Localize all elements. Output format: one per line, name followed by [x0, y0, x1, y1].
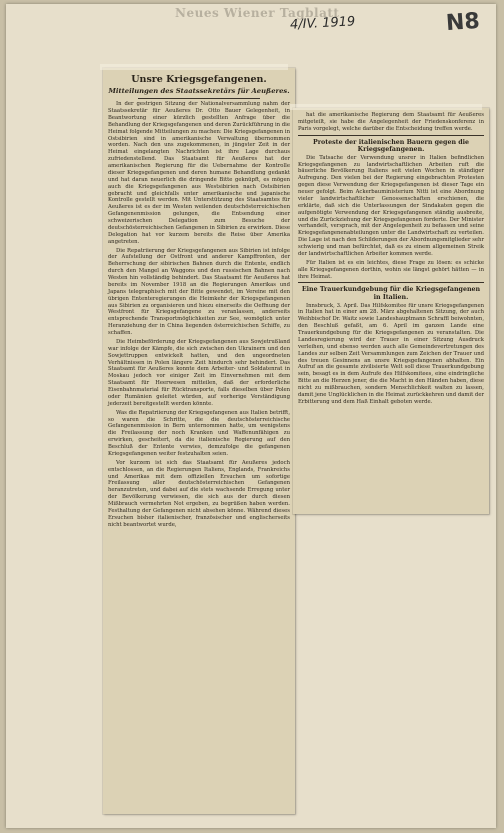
section-heading-mourning: Eine Trauerkundgebung für die Kriegsgefangenen in Italien.: [301, 286, 481, 302]
article-paragraph: Vor kurzem ist sich das Staatsamt für Aeußeres jedoch entschlossen, an die Regierungen Italiens, Englands, Frankreichs und Amerikas mit dem offiziellen Ersuchen um sofortige Freilassung aller deutschösterreichischen Gefangenen heranzutreten, und dabei auf die stets wachsende Erregung unter der Bevölkerung verwiesen, die sich aus der durch diesen Mißbrauch vermehrten Not ergeben, zu begrüßen haben werden. Festhaltung der Gefangenen nicht absehen könne. Während dieses Ersuchen bisher italienischer, französischer und englischerseits nicht beantwortet wurde,: [108, 459, 290, 528]
article-title: Unsre Kriegsgefangenen.: [131, 74, 267, 85]
masthead-faint: Neues Wiener Tagblatt: [175, 6, 340, 20]
clipping-left-column: [103, 68, 295, 814]
article-paragraph-continued: hat die amerikanische Regierung dem Staatsamt für Aeußeres mitgeteilt, sie habe die Angelegenheit der Friedenskonferenz in Paris vorgelegt, welche darüber die Entscheidung treffen werde.: [298, 112, 484, 132]
article-subtitle: Mitteilungen des Staatssekretärs für Aeußeres.: [108, 87, 290, 96]
section-heading-protests: Proteste der italienischen Bauern gegen die Kriegsgefangenen.: [312, 138, 470, 154]
handwritten-date: 4/IV. 1919: [289, 14, 356, 33]
clipping-right-column: [293, 108, 489, 514]
article-paragraph: Die Repatriierung der Kriegsgefangenen aus Sibirien ist infolge der Aufstellung der Ostfront und anderer Kampffronten, der Beherrschung der sibirischen Bahnen durch die Entente, endlich durch den Mangel an Waggons und den russischen Bahnen nach Westen hin vollständig behindert. Das Staatsamt für Aeußeres hat bereits im November 1918 an die Regierungen Amerikas und Japans telegraphisch mit der Bitte gewendet, im Vereine mit den übrigen Ententeregierungen die Heimkehr der Kriegsgefangenen aus Sibirien zu organisieren und hiezu einerseits die Oeffnung der Westfront für Kriegsgefangene zu veranlassen, anderseits entsprechende Transportmöglichkeiten zur See, womöglich unter Heranziehung der in China liegenden österreichischen Schiffe, zu schaffen.: [108, 247, 290, 337]
article-paragraph: Für Italien ist es ein leichtes, diese Frage zu lösen: es schicke alle Kriegsgefangenen dorthin, wohin sie längst gehört hätten — in ihre Heimat.: [298, 259, 484, 280]
title-rule: [138, 98, 260, 99]
section-rule: [298, 135, 484, 136]
article-paragraph: Was die Repatriierung der Kriegsgefangenen aus Italien betrifft, so waren die Schritte, die die deutschösterreichische Gefangenenmission in Bern unternommen hatte, um wenigstens die Freilassung der noch Kranken und Waffenunfähigen zu erwirken, gescheitert, da die italienische Regierung auf den Beschluß der Entente verwies, demzufolge die gefangenen Kriegsgefangenen weiter festzuhalten seien.: [108, 409, 290, 457]
section-rule: [298, 282, 484, 283]
article-paragraph: Die Heimbeförderung der Kriegsgefangenen aus Sowjetrußland war infolge der Kämpfe, die sich zwischen den Ukrainern und den Sowjettruppen entwickelt hatten, und den ungeordneten Verhältnissen in Polen längere Zeit hindurch sehr behindert. Das Staatsamt für Aeußeres konnte dem Arbeiter- und Soldatenrat in Moskau jedoch vor einiger Zeit im Einvernehmen mit dem Staatsamt für Heerwesen mitteilen, daß der erforderliche Eisenbahnmaterial für Rücktransporte, falls dieselben über Polen oder Rumänien geleitet würden, auf vorherige Verständigung jederzeit bereitgestellt werden könnte.: [108, 338, 290, 407]
paste-mark-top: [100, 64, 288, 70]
article-paragraph: Innsbruck, 3. April. Das Hilfskomitee für unsre Kriegsgefangenen in Italien hat in einer am 28. März abgehaltenen Sitzung, der auch Weihbischof Dr. Waitz sowie Landeshauptmann Schraffl beiwohnten, den Beschluß gefaßt, am 6. April im ganzen Lande eine Trauerkundgebung für die Kriegsgefangenen zu veranstalten. Die Landesregierung wird der Trauer in einer Sitzung Ausdruck verleihen, und ebenso werden auch alle Gemeindevertretungen des Landes zur selben Zeit Versammlungen zum Zeichen der Trauer und des treuen Gesinnens an unsre Kriegsgefangenen abhalten. Ein Aufruf an die gesamte zivilisierte Welt soll diese Trauerkundgebung sein, besagt es in dem Aufrufe des Hilfskomitees, eine eindringliche Bitte an die Herzen jener, die die Macht in den Händen haben, diese nicht zu mißbrauchen, sondern Menschlichkeit walten zu lassen, damit jene Unglücklichen in die Heimat zurückkehren und damit der Erbitterung und dem Haß Einhalt geboten werde.: [298, 302, 484, 405]
article-paragraph: Die Tatsache der Verwendung unsrer in Italien befindlichen Kriegsgefangenen zu landwirtschaftlichen Arbeiten ruft die bäuerliche Bevölkerung Italiens seit vielen Wochen in ständiger Aufregung. Den vielen bei der Regierung eingebrachten Protesten gegen diese Verwendung der Kriegsgefangenen ist dieser Tage ein neuer gefolgt. Beim Ackerbauministerium Nitti ist eine Abordnung vieler landwirtschaftlicher Genossenschaften erschienen, die erklärte, daß sich die Unterlassungen der Sindakaten gegen die aufgenötigte Verwendung der Kriegsgefangenen ständig ausbreite, und die Zurückziehung der Kriegsgefangenen forderte. Der Minister verhandelt, versprach, mit der Angelegenheit zu befassen und seine Kriegsgefangenenabteilungen unter die Landwirtschaft zu verteilen. Die Lage ist nach den Schilderungen der Abordnungsmitglieder sehr schwierig und man befürchtet, daß es zu einem allgemeinen Streik der landwirtschaftlichen Arbeiter kommen werde.: [298, 154, 484, 257]
article-paragraph: In der gestrigen Sitzung der Nationalversammlung nahm der Staatssekretär für Aeußeres Dr. Otto Bauer Gelegenheit, in Beantwortung einer kürzlich gestellten Anfrage über die Behandlung der Kriegsgefangenen und deren Zurückführung in die Heimat folgende Mitteilungen zu machen: Die Kriegsgefangenen in Ostsibirien sind in amerikanische Verwaltung übernommen worden. Nach den uns zugekommenen, in jüngster Zeit in der Heimat eingelangten Nachrichten ist ihre Lage durchaus zufriedenstellend. Das Staatsamt für Aeußeres hat der amerikanischen Regierung für die Uebernahme der Kontrolle dieser Kriegsgefangenen und deren humane Behandlung gedankt und hat daran neuerlich die dringende Bitte geknüpft, es mögen auch die Kriegsgefangenen aus Westsibirien nach Ostsibirien gebracht und gleichfalls unter amerikanische und japanische Kontrolle gestellt werden. Mit Unterstützung des Staatsamtes für Aeußeres ist es der im Westen weilenden deutschösterreichischen Gefangenenmission gelungen, die Entsendung einer schweizerischen Delegation zum Besuche der deutschösterreichischen Gefangenen in Sibirien zu erwirken. Diese Delegation hat vor kurzem bereits die Reise über Amerika angetreten.: [108, 101, 290, 245]
handwritten-folio-number: N8: [445, 8, 481, 37]
paste-mark-right: [290, 104, 482, 110]
